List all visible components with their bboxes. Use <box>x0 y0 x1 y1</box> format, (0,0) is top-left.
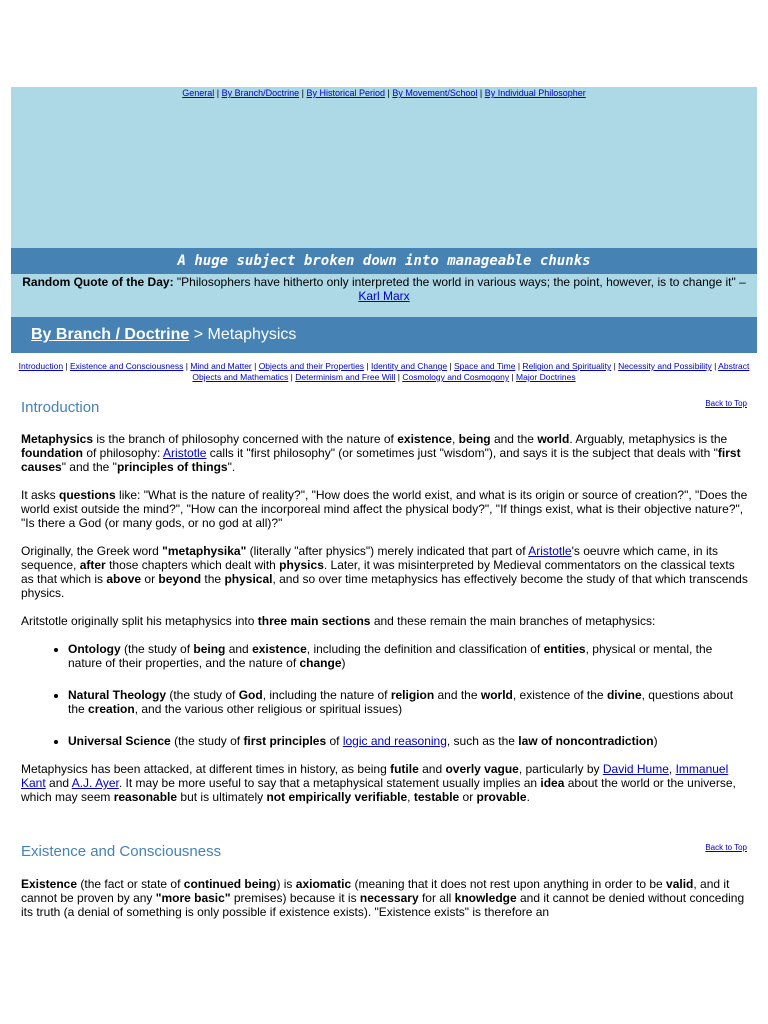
text-run: (the study of <box>166 688 239 702</box>
bold-term: above <box>106 572 142 586</box>
text-run: and it cannot be denied without conceding its truth (a denial of something is only possible if existence exists). "Existence exists" is therefore an <box>21 891 745 919</box>
subnav-link-mind-and-matter[interactable]: Mind and Matter <box>190 361 252 371</box>
nav-separator: | <box>183 361 191 371</box>
nav-separator: | <box>214 88 222 98</box>
subnav-link-identity-and-change[interactable]: Identity and Change <box>370 361 448 371</box>
text-link[interactable]: Aristotle <box>163 446 207 460</box>
list-item <box>68 734 748 748</box>
text-run: of <box>326 734 343 748</box>
text-run: premises) because it is <box>230 891 360 905</box>
text-run: , <box>407 790 414 804</box>
bold-term: necessary <box>359 891 419 905</box>
text-run: , such as the <box>446 734 519 748</box>
breadcrumb-link-branch[interactable]: By Branch / Doctrine <box>31 326 190 343</box>
bold-term: futile <box>390 762 419 776</box>
bold-term: divine <box>606 688 642 702</box>
text-run: or <box>459 790 477 804</box>
introduction-content <box>21 432 748 818</box>
subnav-link-determinism-and-free-will[interactable]: Determinism and Free Will <box>295 372 396 382</box>
bold-term: existence <box>397 432 452 446</box>
back-to-top-link[interactable]: Back to Top <box>705 843 747 852</box>
text-run: or <box>141 572 159 586</box>
text-run: and <box>225 642 253 656</box>
text-run: and <box>418 762 446 776</box>
nav-separator: | <box>509 372 517 382</box>
text-run: . Later, it was misinterpreted by Medieval commentators on the classical texts as that which is <box>21 558 735 586</box>
text-run: " and the " <box>61 460 117 474</box>
text-link[interactable]: Aristotle <box>528 544 572 558</box>
bold-term: beyond <box>158 572 202 586</box>
quote-text: "Philosophers have hitherto only interpreted the world in various ways; the point, however, is to change it" – <box>173 275 746 289</box>
text-link[interactable]: David Hume <box>602 762 669 776</box>
existence-content <box>21 877 748 919</box>
breadcrumb <box>11 317 757 353</box>
bold-term: knowledge <box>454 891 517 905</box>
bold-term: idea <box>540 776 565 790</box>
text-run: like: "What is the nature of reality?", "How does the world exist, and what is its origin or source of creation?", "Does the world exist outside the mind?", "How can the incorporeal mind affect the physical body?", "If things exist, what is their objective nature?", "Is there a God (or many gods, or no god at all)?" <box>21 488 748 530</box>
text-run: ) <box>341 656 346 670</box>
text-link[interactable]: A.J. Ayer <box>71 776 119 790</box>
nav-separator: | <box>711 361 719 371</box>
bold-term: God <box>238 688 263 702</box>
text-run: Aritstotle originally split his metaphysics into <box>21 614 258 628</box>
nav-separator: | <box>515 361 523 371</box>
text-run: , existence of the <box>512 688 607 702</box>
text-run: , including the nature of <box>262 688 391 702</box>
section-heading-introduction: Introduction <box>21 399 100 416</box>
paragraph <box>21 762 748 804</box>
bold-term: change <box>299 656 342 670</box>
nav-separator: | <box>63 361 70 371</box>
text-run: , particularly by <box>518 762 603 776</box>
text-run: about the world or the universe, which may seem <box>21 776 736 804</box>
bold-term: questions <box>59 488 116 502</box>
paragraph <box>21 877 748 919</box>
bold-term: world <box>480 688 513 702</box>
text-run: for all <box>418 891 455 905</box>
subnav-link-major-doctrines[interactable]: Major Doctrines <box>516 372 576 382</box>
text-run: (the fact or state of <box>77 877 184 891</box>
subnav-link-existence-and-consciousness[interactable]: Existence and Consciousness <box>69 361 184 371</box>
section-navigation <box>11 361 757 383</box>
bold-term: reasonable <box>113 790 178 804</box>
text-run: , questions about the <box>68 688 734 716</box>
text-run: calls it "first philosophy" (or sometimes just "wisdom"), and says it is the subject that deals with " <box>206 446 718 460</box>
bold-term: Metaphysics <box>21 432 94 446</box>
bold-term: Ontology <box>68 642 121 656</box>
text-run: (meaning that it does not rest upon anything in order to be <box>351 877 667 891</box>
text-run: and these remain the main branches of metaphysics: <box>370 614 656 628</box>
bold-term: testable <box>413 790 460 804</box>
text-run: . Arguably, metaphysics is the <box>569 432 728 446</box>
text-run: and <box>45 776 72 790</box>
quote-author-link[interactable]: Karl Marx <box>358 289 410 303</box>
subnav-link-religion-and-spirituality[interactable]: Religion and Spirituality <box>522 361 612 371</box>
nav-separator: | <box>395 372 403 382</box>
bold-term: axiomatic <box>295 877 352 891</box>
bold-term: three main sections <box>257 614 371 628</box>
text-run: , including the definition and classification of <box>306 642 544 656</box>
header-banner <box>11 87 757 248</box>
bold-term: valid <box>666 877 694 891</box>
text-run: Metaphysics has been attacked, at different times in history, as being <box>21 762 391 776</box>
bold-term: overly vague <box>445 762 519 776</box>
text-run: . <box>526 790 530 804</box>
text-run: , physical or mental, the nature of their properties, and the nature of <box>68 642 713 670</box>
paragraph <box>21 544 748 600</box>
text-run: . It may be more useful to say that a metaphysical statement usually implies an <box>118 776 541 790</box>
subnav-link-space-and-time[interactable]: Space and Time <box>454 361 516 371</box>
bold-term: "more basic" <box>155 891 231 905</box>
bold-term: physical <box>224 572 273 586</box>
text-run: and the <box>490 432 538 446</box>
back-to-top-link[interactable]: Back to Top <box>705 399 747 408</box>
nav-separator: | <box>251 361 259 371</box>
subnav-link-cosmology-and-cosmogony[interactable]: Cosmology and Cosmogony <box>402 372 510 382</box>
bold-term: Natural Theology <box>68 688 167 702</box>
bold-term: being <box>458 432 491 446</box>
subnav-link-abstract-objects-and-mathematics[interactable]: Abstract Objects and Mathematics <box>192 361 750 382</box>
bold-term: world <box>537 432 570 446</box>
bold-term: after <box>79 558 106 572</box>
text-run: , <box>668 762 676 776</box>
list-item <box>68 688 748 716</box>
text-run: of philosophy: <box>82 446 164 460</box>
bold-term: law of noncontradiction <box>518 734 654 748</box>
bold-term: first principles <box>243 734 327 748</box>
bold-term: religion <box>390 688 435 702</box>
text-run: those chapters which dealt with <box>105 558 280 572</box>
text-run: but is ultimately <box>177 790 267 804</box>
text-run: is the branch of philosophy concerned with the nature of <box>93 432 398 446</box>
text-link[interactable]: logic and reasoning <box>342 734 447 748</box>
quote-of-the-day <box>11 274 757 317</box>
text-run: Originally, the Greek word <box>21 544 163 558</box>
bold-term: entities <box>543 642 586 656</box>
section-heading-existence: Existence and Consciousness <box>21 843 222 860</box>
nav-separator: | <box>477 88 485 98</box>
list-item <box>68 642 748 670</box>
topnav-link-general[interactable]: General <box>182 88 215 98</box>
top-navigation <box>11 87 757 99</box>
bold-term: existence <box>252 642 307 656</box>
text-run: , and the various other religious or spiritual issues) <box>134 702 403 716</box>
text-run: (the study of <box>120 642 194 656</box>
bold-term: "metaphysika" <box>162 544 247 558</box>
topnav-link-by-movement-school[interactable]: By Movement/School <box>392 88 478 98</box>
nav-separator: | <box>611 361 619 371</box>
bold-term: Universal Science <box>68 734 171 748</box>
nav-separator: | <box>364 361 371 371</box>
bold-term: first causes <box>21 446 741 474</box>
subnav-link-objects-and-their-properties[interactable]: Objects and their Properties <box>258 361 365 371</box>
paragraph <box>21 488 748 530</box>
text-run: the <box>201 572 225 586</box>
bold-term: continued being <box>183 877 277 891</box>
tagline: A huge subject broken down into manageable chunks <box>11 248 757 274</box>
topnav-link-by-historical-period[interactable]: By Historical Period <box>306 88 385 98</box>
bold-term: principles of things <box>116 460 228 474</box>
bold-term: not empirically verifiable <box>266 790 408 804</box>
text-run: and the <box>434 688 481 702</box>
text-run: (the study of <box>170 734 244 748</box>
nav-separator: | <box>288 372 296 382</box>
bold-term: creation <box>88 702 135 716</box>
topnav-link-by-branch-doctrine[interactable]: By Branch/Doctrine <box>221 88 300 98</box>
text-run: It asks <box>21 488 60 502</box>
nav-separator: | <box>299 88 307 98</box>
text-run: , <box>451 432 459 446</box>
text-link[interactable]: Immanuel Kant <box>21 762 729 790</box>
text-run: 's oeuvre which came, in its sequence, <box>21 544 718 572</box>
topnav-link-by-individual-philosopher[interactable]: By Individual Philosopher <box>484 88 586 98</box>
bold-term: being <box>193 642 226 656</box>
text-run: , and it cannot be proven by any <box>21 877 730 905</box>
page-title: Metaphysics <box>207 326 297 343</box>
paragraph <box>21 614 748 628</box>
text-run: ) <box>653 734 658 748</box>
branches-list <box>21 642 748 748</box>
breadcrumb-separator: > <box>189 326 208 343</box>
nav-separator: | <box>385 88 393 98</box>
subnav-link-necessity-and-possibility[interactable]: Necessity and Possibility <box>618 361 712 371</box>
text-run: (literally "after physics") merely indicated that part of <box>246 544 529 558</box>
bold-term: physics <box>279 558 324 572</box>
paragraph <box>21 432 748 474</box>
subnav-link-introduction[interactable]: Introduction <box>18 361 64 371</box>
nav-separator: | <box>447 361 455 371</box>
bold-term: Existence <box>21 877 78 891</box>
text-run: ". <box>227 460 236 474</box>
text-run: , and so over time metaphysics has effectively become the study of that which transcends physics. <box>21 572 748 600</box>
bold-term: provable <box>476 790 527 804</box>
text-run: ) is <box>276 877 296 891</box>
quote-label: Random Quote of the Day: <box>22 275 174 289</box>
bold-term: foundation <box>21 446 83 460</box>
